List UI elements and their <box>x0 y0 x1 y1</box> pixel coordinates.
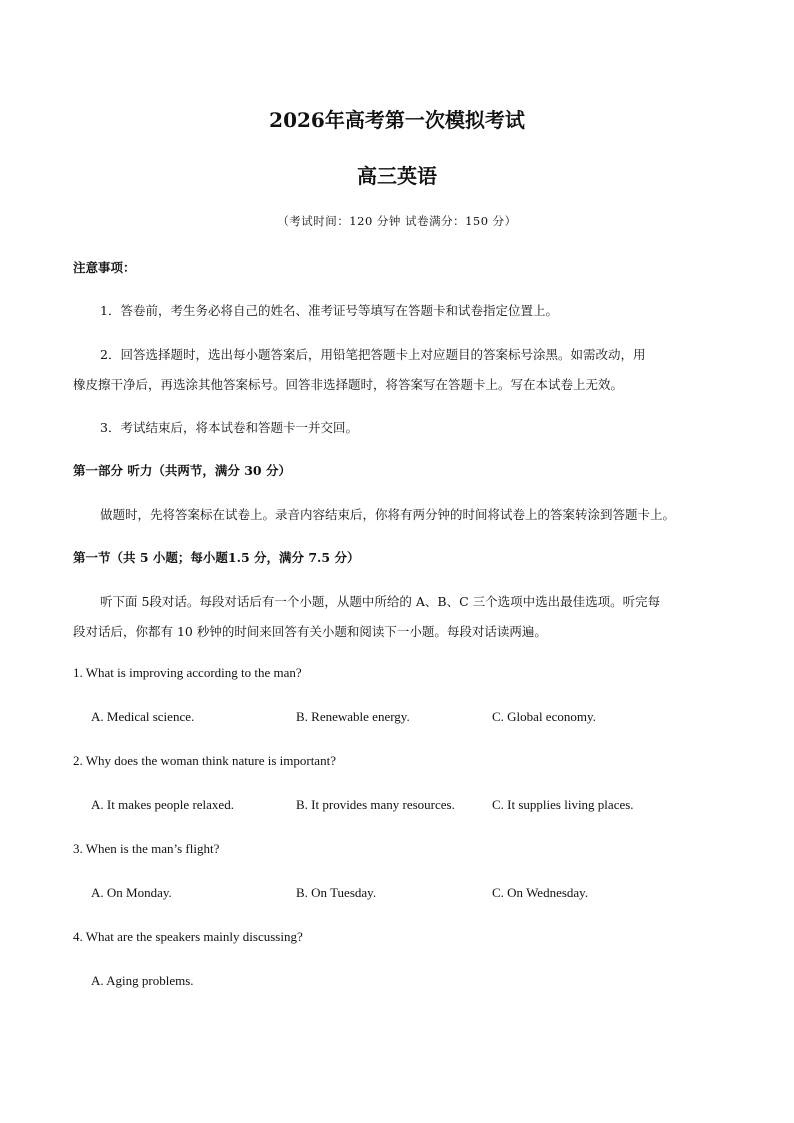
note-item-2-cont: 橡皮擦干净后，再选涂其他答案标号。回答非选择题时，将答案写在答题卡上。写在本试卷上无效。 <box>73 377 624 392</box>
notes-heading: 注意事项： <box>73 260 136 275</box>
question-1-option-c: C. Global economy. <box>492 709 596 724</box>
question-1-stem: 1. What is improving according to the man? <box>73 665 302 680</box>
section1-instruction-line1: 听下面 5段对话。每段对话后有一个小题，从题中所给的 A、B、C 三个选项中选出最佳选项。听完每 <box>100 594 661 609</box>
question-1-option-a: A. Medical science. <box>91 709 195 724</box>
question-3-option-a: A. On Monday. <box>91 885 172 900</box>
note-item-3: 3．考试结束后，将本试卷和答题卡一并交回。 <box>100 420 358 435</box>
question-4-option-a: A. Aging problems. <box>91 973 194 988</box>
question-2-option-b: B. It provides many resources. <box>296 797 455 812</box>
exam-title: 2026年高考第一次模拟考试 <box>269 108 525 132</box>
question-1-option-b: B. Renewable energy. <box>296 709 410 724</box>
part1-instruction: 做题时，先将答案标在试卷上。录音内容结束后，你将有两分钟的时间将试卷上的答案转涂到答题卡上。 <box>100 507 676 522</box>
question-3-option-c: C. On Wednesday. <box>492 885 589 900</box>
section1-heading: 第一节（共 5 小题；每小题1.5 分，满分 7.5 分） <box>73 550 360 565</box>
question-2-option-c: C. It supplies living places. <box>492 797 634 812</box>
question-2-option-a: A. It makes people relaxed. <box>91 797 234 812</box>
exam-info: （考试时间：120 分钟 试卷满分：150 分） <box>277 214 517 228</box>
question-3-stem: 3. When is the man’s flight? <box>73 841 220 856</box>
question-2-stem: 2. Why does the woman think nature is important? <box>73 753 336 768</box>
part1-heading: 第一部分 听力（共两节，满分 30 分） <box>73 463 291 478</box>
subject-title: 高三英语 <box>357 164 437 188</box>
note-item-2: 2．回答选择题时，选出每小题答案后，用铅笔把答题卡上对应题目的答案标号涂黑。如需改动，用 <box>100 347 646 362</box>
question-3-option-b: B. On Tuesday. <box>296 885 377 900</box>
section1-instruction-line2: 段对话后，你都有 10 秒钟的时间来回答有关小题和阅读下一小题。每段对话读两遍。 <box>73 624 547 639</box>
note-item-1: 1．答卷前，考生务必将自己的姓名、准考证号等填写在答题卡和试卷指定位置上。 <box>100 303 558 318</box>
question-4-stem: 4. What are the speakers mainly discussing? <box>73 929 303 944</box>
